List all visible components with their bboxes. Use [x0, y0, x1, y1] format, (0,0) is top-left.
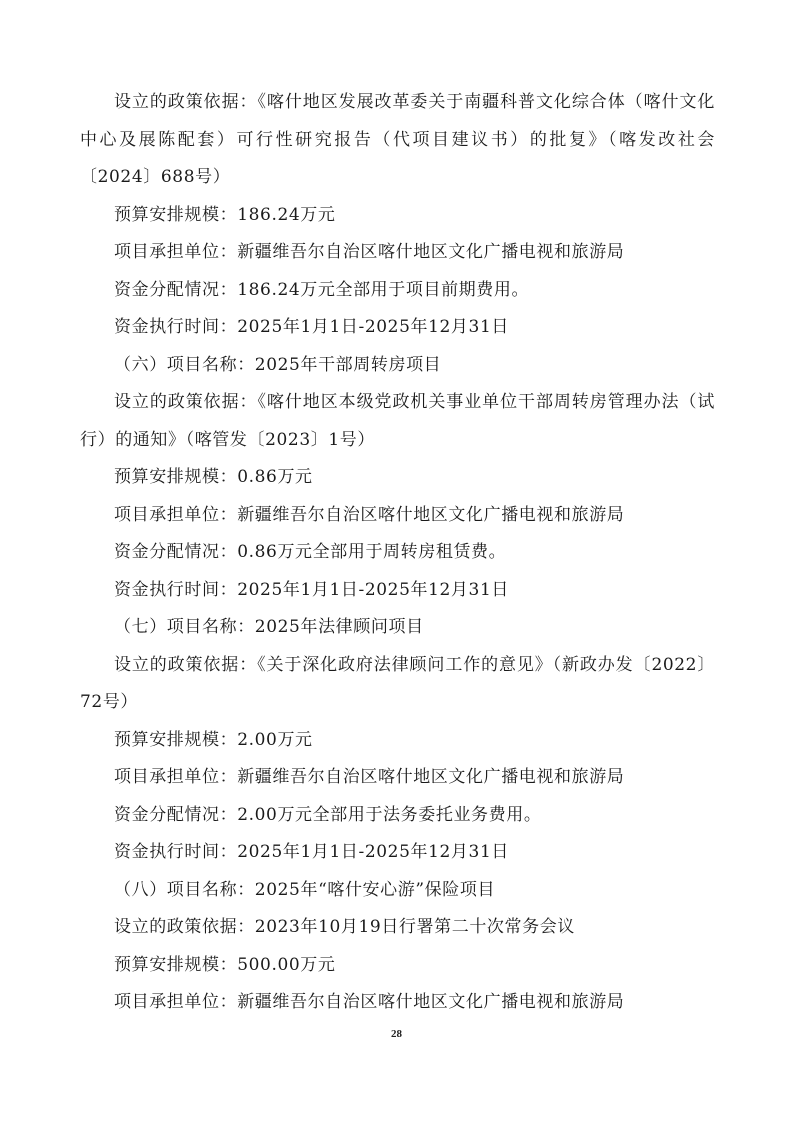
paragraph-policy-basis-7: 设立的政策依据：《关于深化政府法律顾问工作的意见》（新政办发〔2022〕72号） — [80, 654, 715, 712]
paragraph-policy-basis-8: 设立的政策依据：2023年10月19日行署第二十次常务会议 — [114, 917, 575, 937]
paragraph-undertaking-unit-7: 项目承担单位：新疆维吾尔自治区喀什地区文化广播电视和旅游局 — [114, 767, 625, 787]
paragraph-policy-basis-5: 设立的政策依据：《喀什地区发展改革委关于南疆科普文化综合体（喀什文化中心及展陈配套）可行性研究报告（代项目建议书）的批复》（喀发改社会〔2024〕688号） — [80, 92, 715, 187]
paragraph-policy-basis-6: 设立的政策依据：《喀什地区本级党政机关事业单位干部周转房管理办法（试行）的通知》（喀管发〔2023〕1号） — [80, 392, 715, 450]
paragraph-fund-allocation-6: 资金分配情况：0.86万元全部用于周转房租赁费。 — [114, 542, 507, 562]
paragraph-execution-time-6: 资金执行时间：2025年1月1日-2025年12月31日 — [114, 579, 509, 600]
section-heading-7: （七）项目名称：2025年法律顾问项目 — [114, 617, 424, 637]
paragraph-budget-8: 预算安排规模：500.00万元 — [114, 954, 336, 975]
paragraph-budget-7: 预算安排规模：2.00万元 — [114, 729, 313, 750]
paragraph-fund-allocation-7: 资金分配情况：2.00万元全部用于法务委托业务费用。 — [114, 804, 542, 825]
paragraph-fund-allocation-5: 资金分配情况：186.24万元全部用于项目前期费用。 — [114, 279, 530, 300]
paragraph-undertaking-unit-5: 项目承担单位：新疆维吾尔自治区喀什地区文化广播电视和旅游局 — [114, 242, 625, 262]
paragraph-execution-time-7: 资金执行时间：2025年1月1日-2025年12月31日 — [114, 842, 509, 862]
document-body — [80, 84, 715, 1022]
paragraph-budget-5: 预算安排规模：186.24万元 — [114, 204, 336, 225]
section-heading-6: （六）项目名称：2025年干部周转房项目 — [114, 354, 442, 375]
paragraph-budget-6: 预算安排规模：0.86万元 — [114, 467, 313, 487]
paragraph-undertaking-unit-8: 项目承担单位：新疆维吾尔自治区喀什地区文化广播电视和旅游局 — [114, 992, 625, 1012]
paragraph-execution-time-5: 资金执行时间：2025年1月1日-2025年12月31日 — [114, 317, 509, 337]
section-heading-8: （八）项目名称：2025年“喀什安心游”保险项目 — [114, 879, 496, 900]
page-number: 28 — [391, 1028, 402, 1040]
paragraph-undertaking-unit-6: 项目承担单位：新疆维吾尔自治区喀什地区文化广播电视和旅游局 — [114, 504, 625, 525]
